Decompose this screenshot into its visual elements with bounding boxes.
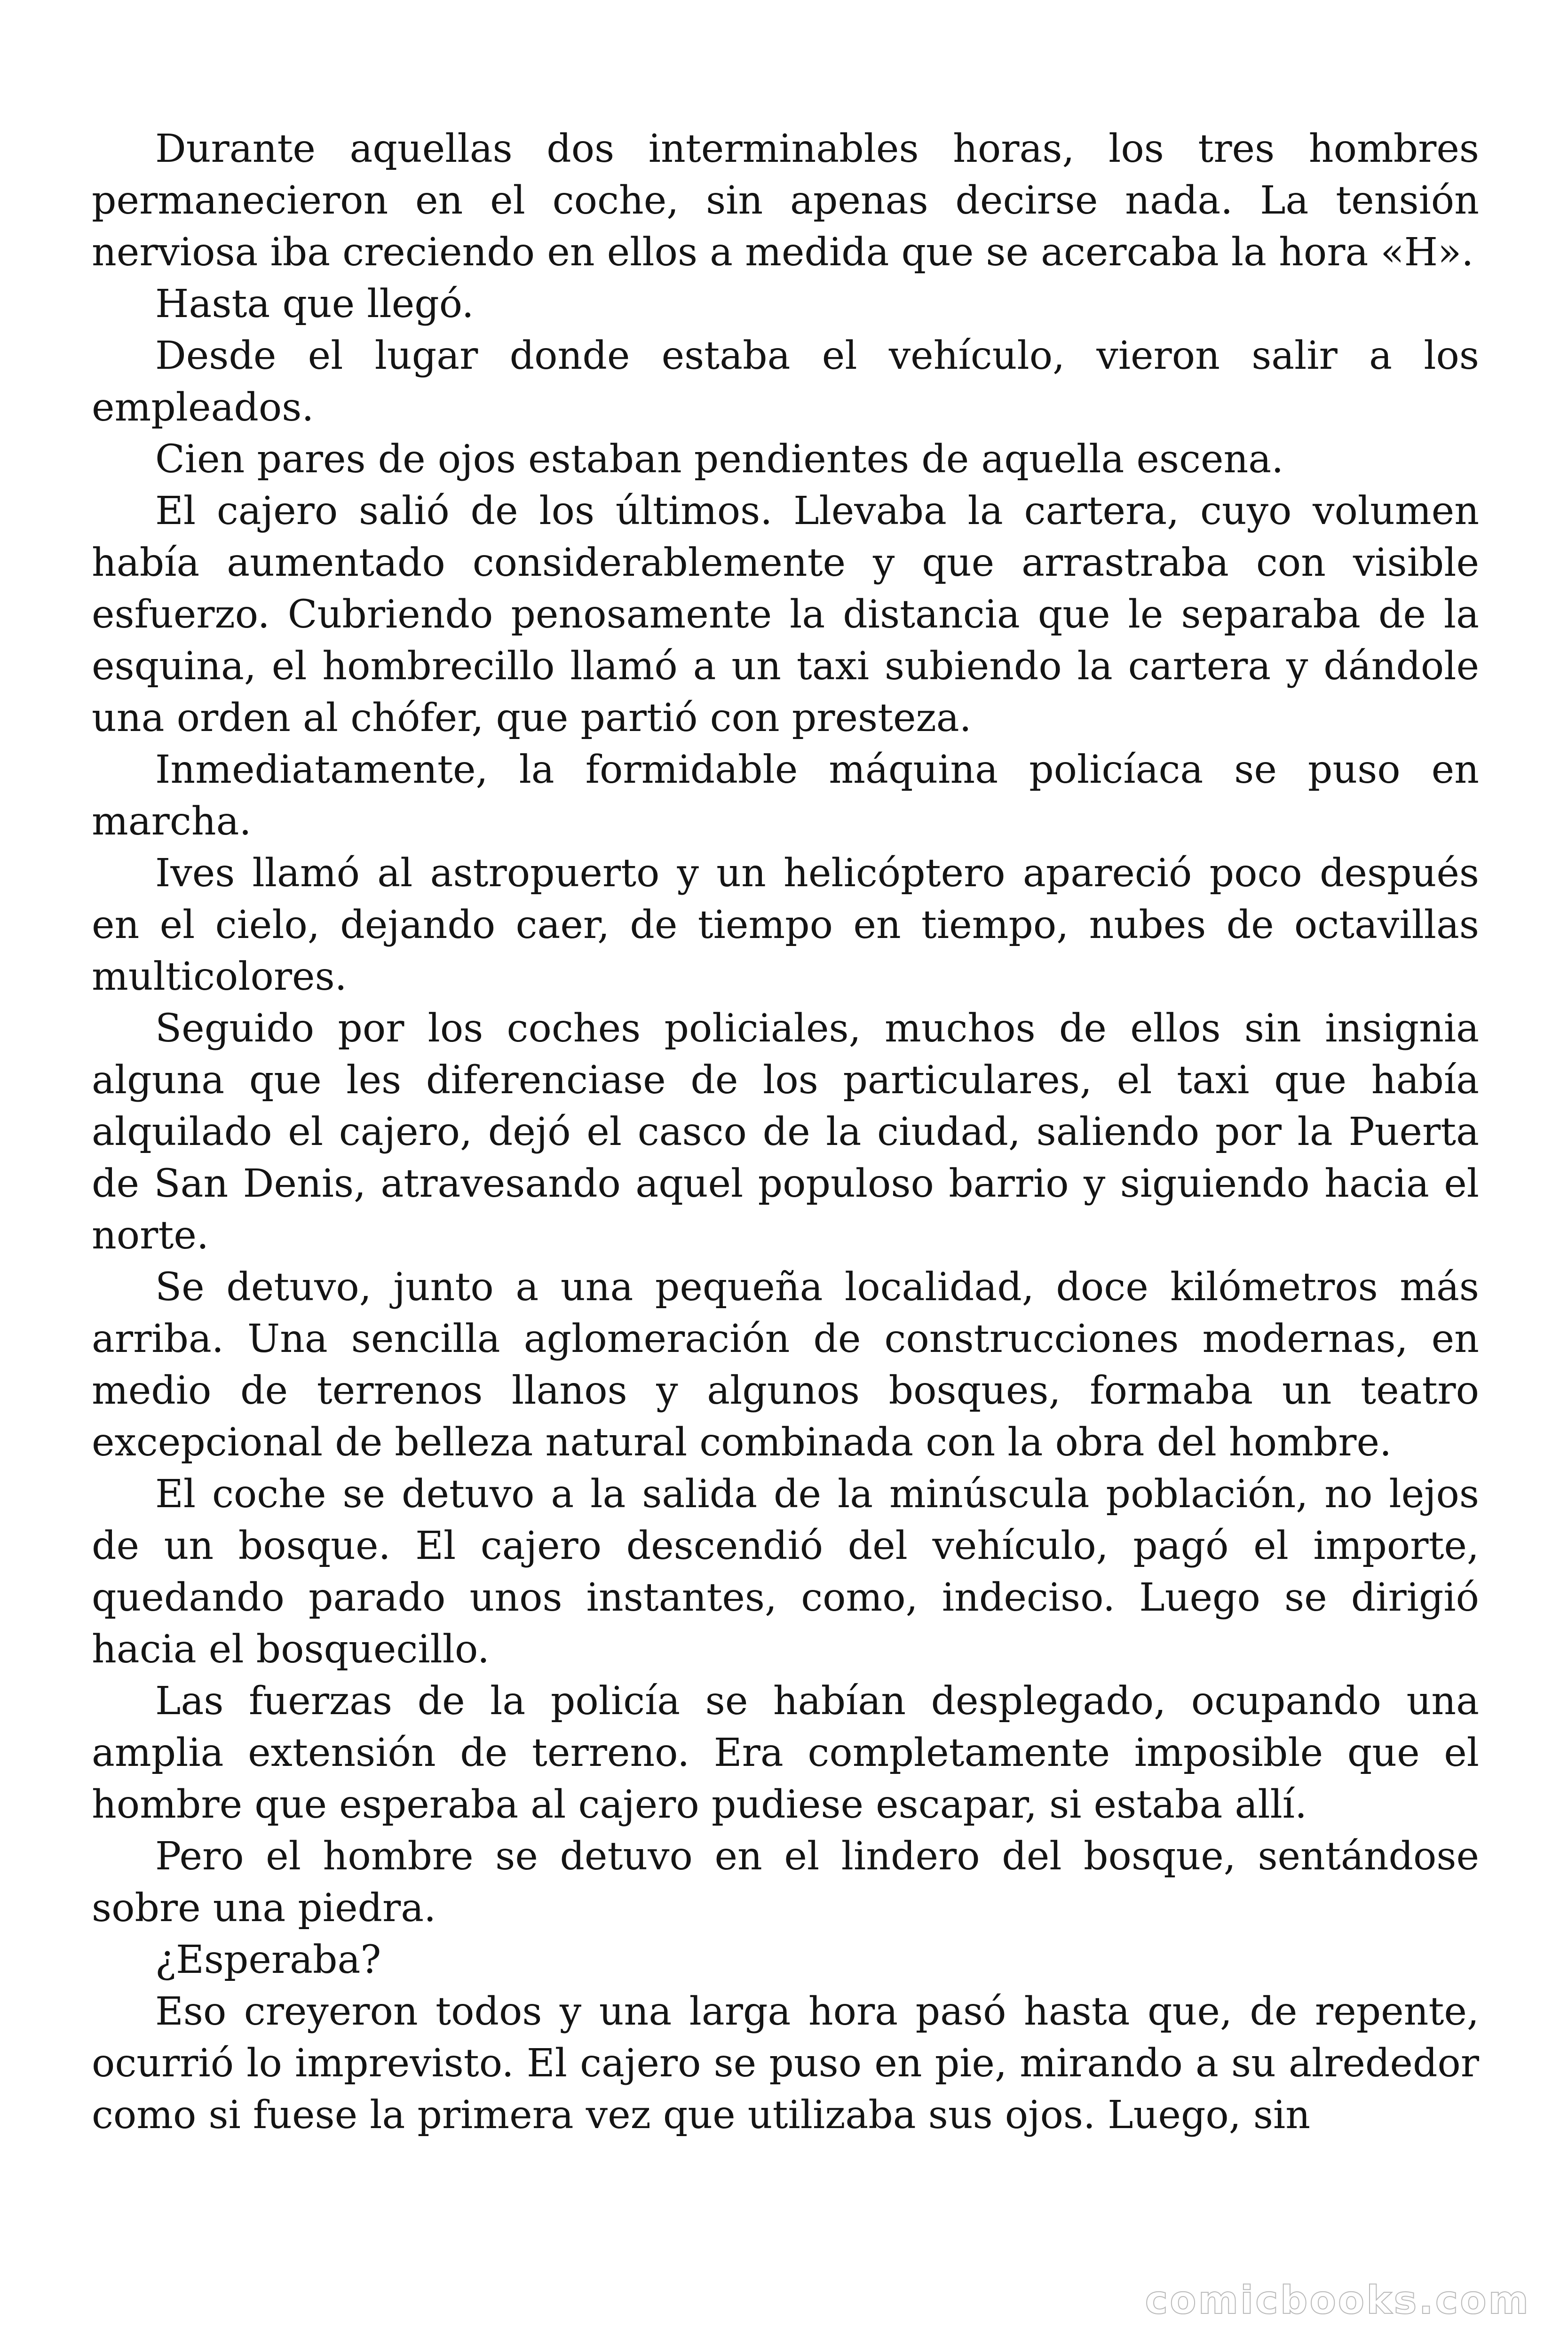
paragraph: Ives llamó al astropuerto y un helicóptero apareció poco después en el cielo, dejando caer, de tiempo en tiempo, nubes de octavillas multicolores. bbox=[92, 851, 1479, 999]
paragraph: Inmediatamente, la formidable máquina policíaca se puso en marcha. bbox=[92, 747, 1479, 844]
paragraph: Seguido por los coches policiales, muchos de ellos sin insignia alguna que les diferenciase de los particulares, el taxi que había alquilado el cajero, dejó el casco de la ciudad, saliendo por la Puerta de San Denis, atravesando aquel populoso barrio y siguiendo hacia el norte. bbox=[92, 1006, 1479, 1258]
body-text bbox=[92, 123, 1479, 2141]
paragraph: Durante aquellas dos interminables horas, los tres hombres permanecieron en el coche, sin apenas decirse nada. La tensión nerviosa iba creciendo en ellos a medida que se acercaba la hora «H». bbox=[92, 127, 1479, 275]
paragraph: Pero el hombre se detuvo en el lindero del bosque, sentándose sobre una piedra. bbox=[92, 1834, 1479, 1931]
paragraph: Se detuvo, junto a una pequeña localidad, doce kilómetros más arriba. Una sencilla aglomeración de construcciones modernas, en medio de terrenos llanos y algunos bosques, formaba un teatro excepcional de belleza natural combinada con la obra del hombre. bbox=[92, 1265, 1479, 1465]
paragraph: Las fuerzas de la policía se habían desplegado, ocupando una amplia extensión de terreno. Era completamente imposible que el hombre que esperaba al cajero pudiese escapar, si estaba allí. bbox=[92, 1679, 1479, 1827]
paragraph: ¿Esperaba? bbox=[155, 1938, 381, 1982]
paragraph: Eso creyeron todos y una larga hora pasó hasta que, de repente, ocurrió lo imprevisto. El cajero se puso en pie, mirando a su alrededor como si fuese la primera vez que utilizaba sus ojos. Luego, sin bbox=[92, 1989, 1479, 2137]
paragraph: Desde el lugar donde estaba el vehículo, vieron salir a los empleados. bbox=[92, 334, 1479, 430]
paragraph: El cajero salió de los últimos. Llevaba la cartera, cuyo volumen había aumentado considerablemente y que arrastraba con visible esfuerzo. Cubriendo penosamente la distancia que le separaba de la esquina, el hombrecillo llamó a un taxi subiendo la cartera y dándole una orden al chófer, que partió con presteza. bbox=[92, 489, 1479, 740]
paragraph: Cien pares de ojos estaban pendientes de aquella escena. bbox=[155, 437, 1284, 482]
watermark: comicbooks.com bbox=[1145, 2278, 1530, 2323]
paragraph: Hasta que llegó. bbox=[155, 282, 474, 326]
paragraph: El coche se detuvo a la salida de la minúscula población, no lejos de un bosque. El cajero descendió del vehículo, pagó el importe, quedando parado unos instantes, como, indeciso. Luego se dirigió hacia el bosquecillo. bbox=[92, 1472, 1479, 1672]
